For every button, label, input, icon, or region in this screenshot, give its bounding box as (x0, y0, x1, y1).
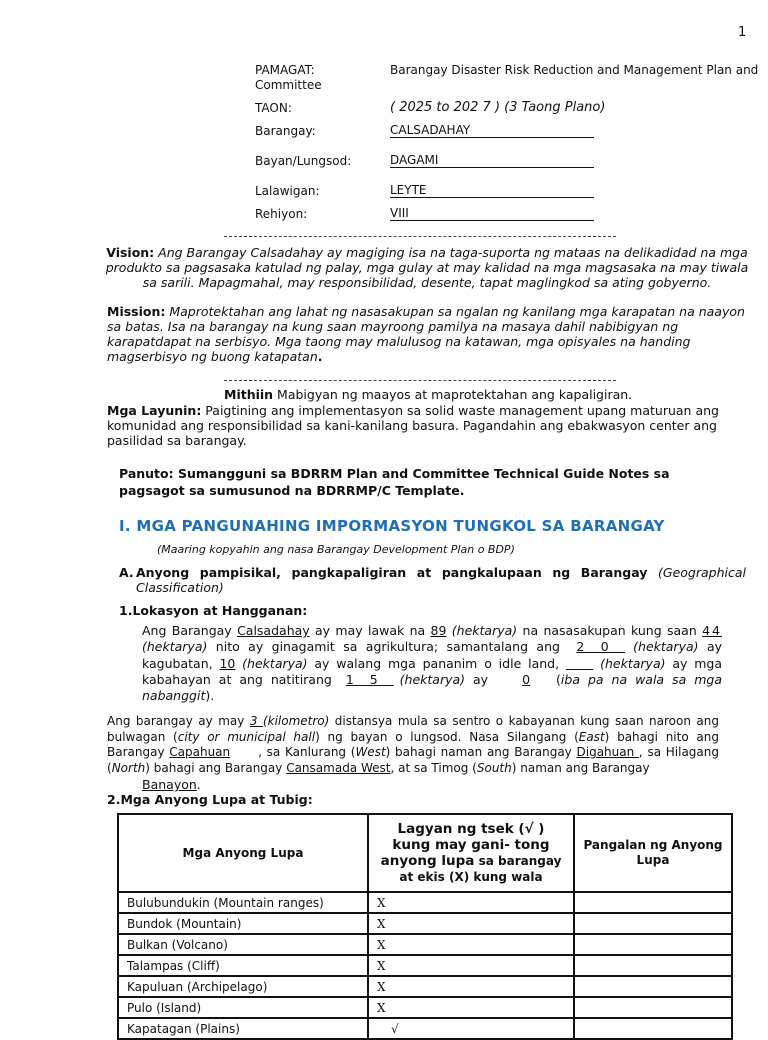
distansya-text-11: . (196, 777, 201, 792)
col-header-pangalan: Pangalan ng Anyong Lupa (574, 814, 732, 892)
distansya-text-4: ) bahagi nito ang Barangay (107, 729, 719, 759)
distansya-timog: Banayon (142, 777, 197, 792)
sub-a-heading (136, 565, 746, 595)
anyong-lupa-mark: X (368, 997, 574, 1018)
taon-label: TAON: (255, 101, 292, 115)
lalawigan-value: LEYTE (390, 184, 594, 198)
anyong-lupa-pangalan (574, 892, 732, 913)
rehiyon-value: VIII (390, 207, 594, 221)
anyong-lupa-pangalan (574, 976, 732, 997)
section-note: (Maaring kopyahin ang nasa Barangay Development Plan o BDP) (157, 543, 515, 556)
distansya-text-3: ) ng bayan o lungsod. Nasa Silangang ( (315, 729, 579, 744)
distansya-south: South (476, 760, 512, 775)
distansya-city: city or municipal hall (177, 729, 316, 744)
vision-label: Vision: (106, 245, 155, 260)
col-header-tsek (368, 814, 574, 892)
pamagat-value: Barangay Disaster Risk Reduction and Management Plan and (390, 63, 759, 77)
rehiyon-label: Rehiyon: (255, 207, 308, 221)
bayan-label: Bayan/Lungsod: (255, 154, 352, 168)
mission-paragraph (107, 304, 747, 364)
anyong-lupa-mark: X (368, 913, 574, 934)
anyong-lupa-name: Pulo (Island) (118, 997, 368, 1018)
hektarya-5: (hektarya) (593, 655, 666, 671)
mithiin-label: Mithiin (224, 387, 274, 402)
table-row (118, 997, 732, 1018)
col-header-tsek-main: Lagyan ng tsek (√ ) kung may gani- tong anyong lupa (380, 821, 550, 869)
anyong-lupa-name: Talampas (Cliff) (118, 955, 368, 976)
mithiin-text: Mabigyan ng maayos at maprotektahan ang kapaligiran. (273, 387, 633, 402)
layunin-paragraph (107, 403, 723, 448)
anyong-lupa-table (117, 813, 733, 1040)
layunin-text: Paigtining ang implementasyon sa solid waste management upang maturuan ang komunidad ang responsibilidad sa kani-kanilang basura. Pagandahin ang ebakwasyon center ang pasilidad sa barangay. (107, 403, 719, 448)
lokasyon-text-10: ). (205, 688, 215, 704)
anyong-lupa-pangalan (574, 997, 732, 1018)
anyong-lupa-pangalan (574, 955, 732, 976)
distansya-text-2: distansya mula sa sentro o kabayanan kung saan naroon ang bulwagan ( (107, 714, 720, 744)
distansya-hilaga: Cansamada West (286, 760, 391, 775)
table-row (118, 955, 732, 976)
mission-end: . (317, 349, 323, 364)
hektarya-1: (hektarya) (446, 623, 518, 638)
distansya-north: North (111, 760, 146, 775)
table-row (118, 934, 732, 955)
lalawigan-label: Lalawigan: (255, 184, 320, 198)
mission-label: Mission: (107, 304, 166, 319)
sub-a-label: A. (119, 565, 134, 580)
anyong-lupa-table-body (118, 892, 732, 1039)
lokasyon-text-4: nito ay ginagamit sa agrikultura; samantalang ang (207, 639, 569, 655)
anyong-lupa-pangalan (574, 1018, 732, 1039)
anyong-lupa-mark: X (368, 976, 574, 997)
table-header-row (118, 814, 732, 892)
section-title: I. MGA PANGUNAHING IMPORMASYON TUNGKOL SA BARANGAY (119, 517, 665, 535)
lokasyon-text-1: Ang Barangay (142, 623, 238, 638)
distansya-text-1: Ang barangay ay may (107, 714, 250, 728)
lokasyon-text-2: ay may lawak na (309, 623, 431, 638)
lokasyon-wala: 0 (522, 671, 531, 687)
page-number: 1 (738, 25, 747, 40)
anyong-lupa-mark: X (368, 892, 574, 913)
barangay-label: Barangay: (255, 124, 316, 138)
anyong-lupa-mark: X (368, 955, 574, 976)
lokasyon-barangay: Calsadahay (237, 623, 310, 638)
hektarya-3: (hektarya) (633, 639, 699, 655)
distansya-kanluran: Digahuan (576, 745, 639, 759)
lokasyon-lawak: 89 (430, 623, 447, 638)
layunin-label: Mga Layunin: (107, 403, 202, 418)
distansya-paragraph (107, 714, 719, 776)
lokasyon-text-7: ay mga kabahayan at ang natitirang (142, 655, 722, 687)
pamagat-label: PAMAGAT: (255, 63, 315, 77)
lokasyon-kagubatan: 2 0 (576, 639, 626, 655)
col-header-anyong-lupa: Mga Anyong Lupa (118, 814, 368, 892)
lokasyon-natitira: 1 5 (345, 671, 394, 687)
vision-text: Ang Barangay Calsadahay ay magiging isa na taga-suporta ng mataas na delikadidad na mga produkto sa pagsasaka katulad ng palay, mga gulay at may kalidad na mga magsasaka na may tiwala sa sarili. Mapagmahal, may responsibilidad, desente, tapat maglingkod sa ating gobyerno. (105, 245, 749, 290)
anyong-lupa-name: Bulkan (Volcano) (118, 934, 368, 955)
lokasyon-agrikultura: 44 (702, 623, 723, 638)
hektarya-2: (hektarya) (142, 639, 208, 655)
table-row (118, 892, 732, 913)
distansya-text-7: , sa Hilagang ( (107, 745, 719, 775)
lokasyon-text-9: iba pa na wala sa mga nabanggit (142, 671, 722, 704)
anyong-lupa-name: Bundok (Mountain) (118, 913, 368, 934)
taon-value: ( 2025 to 202 7 ) (3 Taong Plano) (390, 100, 606, 115)
distansya-west: West (355, 745, 386, 759)
anyong-lupa-pangalan (574, 934, 732, 955)
distansya-silangan: Capahuan (169, 745, 231, 759)
anyong-lupa-mark: X (368, 934, 574, 955)
mithiin-line (224, 387, 632, 402)
anyong-lupa-pangalan (574, 913, 732, 934)
anyong-lupa-name: Kapatagan (Plains) (118, 1018, 368, 1039)
sub-a-text: Anyong pampisikal, pangkapaligiran at pangkalupaan ng Barangay (136, 565, 659, 580)
distansya-text-10: ) naman ang Barangay (511, 760, 650, 775)
barangay-value: CALSADAHAY (390, 124, 594, 138)
pamagat-continuation: Committee (255, 78, 322, 92)
lokasyon-title: 1.Lokasyon at Hangganan: (119, 603, 308, 618)
hektarya-4: (hektarya) (235, 655, 308, 671)
anyong-lupa-name: Kapuluan (Archipelago) (118, 976, 368, 997)
anyong-lupa-name: Bulubundukin (Mountain ranges) (118, 892, 368, 913)
lokasyon-paragraph: Ang Barangay Calsadahay ay may lawak na 89 (hektarya) na nasasakupan kung saan 44 (hektarya) nito ay ginagamit sa agrikultura; samantalang ang 2 0 (hektarya) ay kagubatan, 10 (hektarya) ay walang mga pananim o idle land, (hektarya) ay mga kabahayan at ang natitirang 1 5 (hektarya) ay 0 (iba pa na wala sa mga nabanggit). (142, 623, 723, 704)
lokasyon-text-8: ay (465, 671, 497, 687)
hektarya-6: (hektarya) (399, 671, 466, 687)
table-row (118, 1018, 732, 1039)
distansya-text-8: ) bahagi ang Barangay (145, 760, 287, 775)
anyong-lupa-mark: √ (368, 1018, 574, 1039)
lokasyon-kabahayan (566, 656, 593, 671)
distansya-text-6: ) bahagi naman ang Barangay (385, 745, 577, 759)
panuto-instruction: Panuto: Sumangguni sa BDRRM Plan and Committee Technical Guide Notes sa pagsagot sa sumusunod na BDRRMP/C Template. (119, 466, 670, 498)
lokasyon-text-5: ay kagubatan, (142, 639, 722, 671)
lokasyon-idle: 10 (219, 655, 236, 671)
distansya-timog-line (142, 777, 201, 792)
sub-a-marker (119, 565, 134, 580)
lokasyon-text-3: na nasasakupan kung saan (517, 623, 703, 638)
lokasyon-text-6: ay walang mga pananim o idle land, (307, 655, 566, 671)
col-header-tsek-sub: sa barangay at ekis (X) kung wala (399, 854, 562, 884)
bayan-value: DAGAMI (390, 154, 594, 168)
distansya-kilometro: (kilometro) (262, 714, 330, 728)
divider-middle (224, 380, 616, 381)
divider-top (224, 236, 616, 237)
distansya-east: East (578, 729, 605, 744)
table-row (118, 976, 732, 997)
anyong-lupa-title: 2.Mga Anyong Lupa at Tubig: (107, 792, 313, 807)
distansya-km: 3 (249, 714, 263, 728)
table-row (118, 913, 732, 934)
distansya-text-9: , at sa Timog ( (390, 760, 477, 775)
mission-text: Maprotektahan ang lahat ng nasasakupan sa ngalan ng kanilang mga karapatan na naayon sa batas. Isa na barangay na kung saan mayroong pamilya na masaya dahil nabibigyan ng karapatdapat na serbisyo. Mga taong may malulusog na katawan, mga opisyales na handing magserbisyo ng buong katapatan (107, 304, 745, 364)
sub-a-italic: (Geographical Classification) (136, 565, 746, 595)
distansya-text-5: , sa Kanlurang ( (258, 745, 356, 759)
vision-paragraph (104, 245, 750, 290)
